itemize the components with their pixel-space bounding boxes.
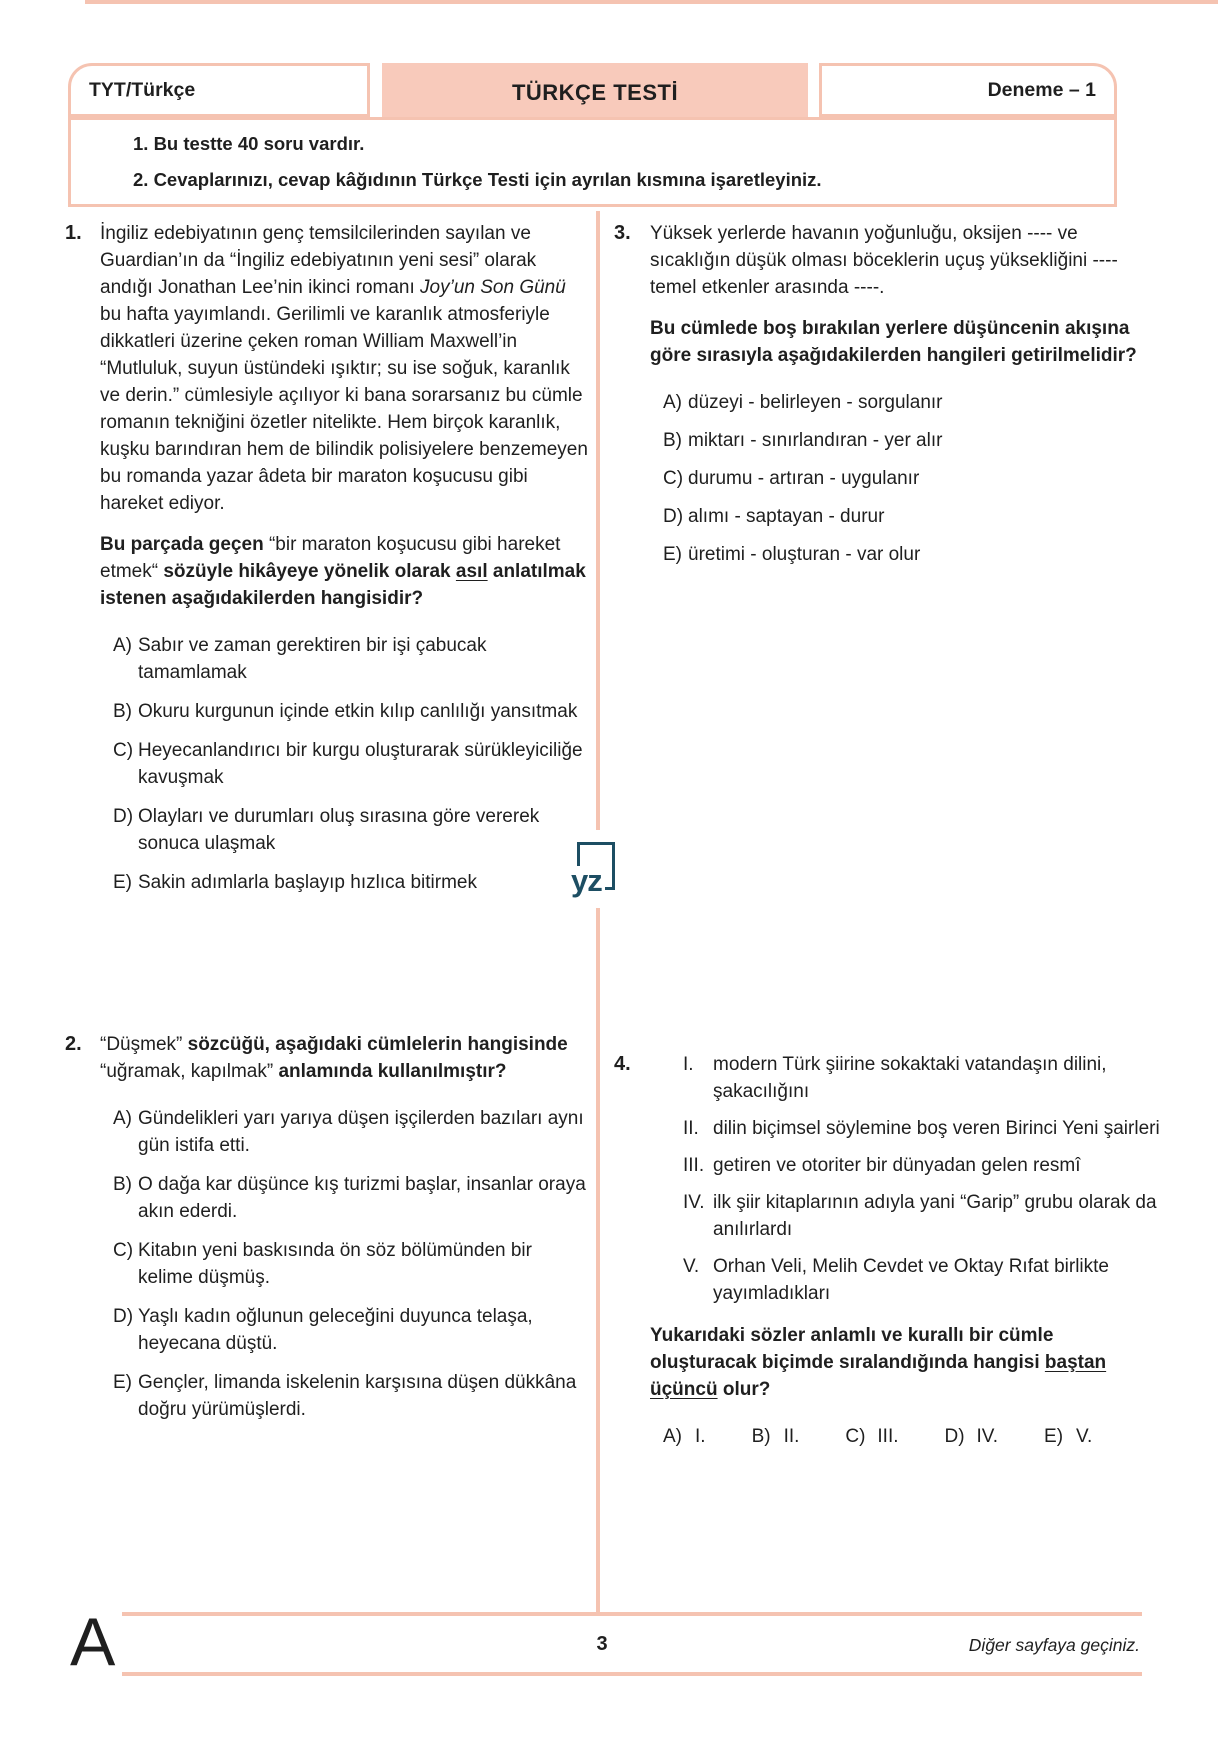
option-c [100, 737, 590, 791]
option-letter: C) [845, 1426, 866, 1447]
option-numeral: II. [783, 1426, 800, 1447]
option-letter: C) [113, 740, 134, 761]
question-1-options [100, 632, 590, 896]
option-text: Sabır ve zaman gerektiren bir işi çabucak tamamlamak [138, 635, 487, 683]
stem-underlined: baştan üçüncü [650, 1352, 1107, 1400]
option-text: Gündelikleri yarı yarıya düşen işçilerden bazıları aynı gün istifa etti. [138, 1108, 584, 1156]
question-2-stem [100, 1031, 590, 1085]
question-1-passage [100, 220, 590, 517]
option-numeral: III. [877, 1426, 899, 1447]
exam-version-label: Deneme – 1 [987, 78, 1096, 101]
numbered-item-5 [683, 1253, 1160, 1307]
option-c [650, 465, 1142, 492]
option-numeral: IV. [976, 1426, 999, 1447]
stem-bold: sözüyle hikâyeye yönelik olarak [163, 561, 456, 582]
question-3-passage: Yüksek yerlerde havanın yoğunluğu, oksijen ---- ve sıcaklığın düşük olması böceklerin uçuş yüksekliğini ---- temel etkenler arasında ----. [650, 223, 1118, 298]
numbered-item-1 [683, 1051, 1160, 1105]
question-4-stem [650, 1322, 1160, 1403]
header-section-box [68, 63, 370, 117]
question-2-number: 2. [65, 1033, 82, 1055]
stem-underlined: asıl [455, 561, 488, 582]
option-e [650, 541, 1142, 568]
question-3-body [650, 220, 1142, 568]
item-text: getiren ve otoriter bir dünyadan gelen resmî [713, 1155, 1081, 1176]
question-3 [612, 220, 1142, 568]
option-letter: E) [113, 1372, 132, 1393]
item-numeral: IV. [683, 1192, 705, 1213]
option-letter: A) [663, 392, 682, 413]
question-4-items [683, 1051, 1160, 1307]
option-letter: A) [113, 635, 132, 656]
column-divider-lower [596, 908, 600, 1612]
instruction-line-2: 2. Cevaplarınızı, cevap kâğıdının Türkçe Testi için ayrılan kısmına işaretleyiniz. [133, 169, 822, 190]
option-text: düzeyi - belirleyen - sorgulanır [688, 392, 943, 413]
option-text: üretimi - oluşturan - var olur [688, 544, 921, 565]
stem-quote: “bir maraton koşucusu gibi hareket etmek“ [100, 534, 561, 582]
option-letter: C) [663, 468, 684, 489]
option-text: Olayları ve durumları oluş sırasına göre vererek sonuca ulaşmak [138, 806, 540, 854]
option-letter: B) [751, 1426, 771, 1447]
question-1-body [100, 220, 590, 896]
item-text: modern Türk şiirine sokaktaki vatandaşın dilini, şakacılığını [713, 1054, 1107, 1102]
numbered-item-4 [683, 1189, 1160, 1243]
option-a [100, 632, 590, 686]
stem-bold: Bu parçada geçen [100, 534, 269, 555]
stem-bold: sözcüğü, aşağıdaki cümlelerin hangisinde [187, 1034, 568, 1055]
option-letter: B) [663, 430, 682, 451]
option-text: O dağa kar düşünce kış turizmi başlar, insanlar oraya akın ederdi. [138, 1174, 586, 1222]
question-1-number: 1. [65, 222, 82, 244]
option-d [945, 1423, 999, 1450]
exam-section-label: TYT/Türkçe [89, 78, 196, 101]
passage-text: bu hafta yayımlandı. Gerilimli ve karanlık atmosferiyle dikkatleri üzerine çeken roman William Maxwell’in “Mutluluk, suyun üstündeki ışıktır; su ise soğuk, karanlık ve derin.” cümlesiyle açılıyor ki bana sorarsanız bu cümle romanın tekniğini özetler nitelikte. Hem birçok karanlık, kuşku barındıran hem de bilindik polisiyelere benzemeyen bu romanda yazar âdeta bir maraton koşucusu gibi hareket ediyor. [100, 304, 588, 514]
column-divider-upper [596, 211, 600, 830]
question-3-stem: Bu cümlede boş bırakılan yerlere düşüncenin akışına göre sırasıyla aşağıdakilerden hangileri getirilmelidir? [650, 318, 1137, 366]
header-title-box [382, 63, 808, 122]
page-number: 3 [596, 1633, 608, 1655]
passage-italic-title: Joy’un Son Günü [420, 277, 566, 298]
option-text: durumu - artıran - uygulanır [688, 468, 920, 489]
question-2-options [100, 1105, 590, 1423]
option-text: Heyecanlandırıcı bir kurgu oluşturarak sürükleyiciliğe kavuşmak [138, 740, 583, 788]
question-1-stem [100, 531, 590, 612]
option-letter: A) [663, 1426, 682, 1447]
question-2-body [100, 1031, 590, 1423]
option-letter: E) [113, 872, 132, 893]
option-b [650, 427, 1142, 454]
instructions-box [68, 117, 1117, 207]
item-numeral: II. [683, 1118, 699, 1139]
option-e [100, 1369, 590, 1423]
next-page-note: Diğer sayfaya geçiniz. [968, 1635, 1140, 1655]
header-version-box [819, 63, 1117, 117]
passage-text: İngiliz edebiyatının genç temsilcilerinden sayılan ve Guardian’ın da “İngiliz edebiyatının yeni sesi” olarak andığı Jonathan Lee’nin ikinci romanı [100, 223, 537, 298]
option-e [1044, 1423, 1092, 1450]
option-letter: C) [113, 1240, 134, 1261]
option-letter: E) [1044, 1426, 1064, 1447]
question-4-number: 4. [614, 1053, 631, 1075]
option-b [752, 1423, 800, 1450]
item-text: Orhan Veli, Melih Cevdet ve Oktay Rıfat birlikte yayımladıkları [713, 1256, 1109, 1304]
option-d [100, 803, 590, 857]
item-text: dilin biçimsel söylemine boş veren Birinci Yeni şairleri [713, 1118, 1160, 1139]
item-numeral: III. [683, 1155, 705, 1176]
stem-bold: Yukarıdaki sözler anlamlı ve kurallı bir cümle oluşturacak biçimde sıralandığında hangisi [650, 1325, 1054, 1373]
option-text: miktarı - sınırlandıran - yer alır [688, 430, 943, 451]
item-numeral: V. [683, 1256, 700, 1277]
booklet-letter: A [70, 1604, 116, 1680]
option-b [100, 1171, 590, 1225]
question-4 [612, 1051, 1160, 1450]
option-letter: E) [663, 544, 682, 565]
question-3-options [650, 389, 1142, 568]
option-c [100, 1237, 590, 1291]
option-text: Sakin adımlarla başlayıp hızlıca bitirmek [138, 872, 477, 893]
test-title: TÜRKÇE TESTİ [511, 79, 679, 105]
option-letter: D) [113, 806, 134, 827]
option-c [845, 1423, 898, 1450]
option-d [100, 1303, 590, 1357]
question-3-number: 3. [614, 222, 631, 244]
question-1 [60, 220, 590, 896]
question-4-options [650, 1423, 1160, 1450]
option-letter: D) [663, 506, 684, 527]
option-text: Gençler, limanda iskelenin karşısına düşen dükkâna doğru yürümüşlerdi. [138, 1372, 577, 1420]
stem-quote: “Düşmek” [100, 1034, 188, 1055]
numbered-item-3 [683, 1152, 1160, 1179]
option-text: alımı - saptayan - durur [688, 506, 885, 527]
option-a [663, 1423, 706, 1450]
stem-bold: anlamında kullanılmıştır? [278, 1061, 507, 1082]
stem-bold: anlatılmak istenen aşağıdakilerden hangisidir? [100, 561, 586, 609]
option-text: Kitabın yeni baskısında ön söz bölümünden bir kelime düşmüş. [138, 1240, 532, 1288]
question-4-body [650, 1051, 1160, 1450]
question-2 [60, 1031, 590, 1423]
option-letter: D) [944, 1426, 965, 1447]
option-letter: A) [113, 1108, 132, 1129]
option-text: Yaşlı kadın oğlunun geleceğini duyunca telaşa, heyecana düştü. [138, 1306, 533, 1354]
option-letter: B) [113, 1174, 132, 1195]
top-rule [85, 0, 1218, 4]
numbered-item-2 [683, 1115, 1160, 1142]
option-numeral: I. [695, 1426, 706, 1447]
option-e [100, 869, 590, 896]
logo-text: yz [571, 866, 605, 896]
instruction-line-1: 1. Bu testte 40 soru vardır. [133, 133, 365, 154]
stem-bold: olur? [717, 1379, 771, 1400]
option-d [650, 503, 1142, 530]
item-numeral: I. [683, 1054, 694, 1075]
stem-quote: “uğramak, kapılmak” [100, 1061, 279, 1082]
option-a [100, 1105, 590, 1159]
option-a [650, 389, 1142, 416]
option-text: Okuru kurgunun içinde etkin kılıp canlılığı yansıtmak [138, 701, 578, 722]
footer-rule-top [122, 1612, 1142, 1616]
option-letter: B) [113, 701, 132, 722]
footer-rule-bottom [122, 1672, 1142, 1676]
option-b [100, 698, 590, 725]
option-numeral: V. [1076, 1426, 1093, 1447]
option-letter: D) [113, 1306, 134, 1327]
item-text: ilk şiir kitaplarının adıyla yani “Garip” grubu olarak da anılırlardı [713, 1192, 1157, 1240]
